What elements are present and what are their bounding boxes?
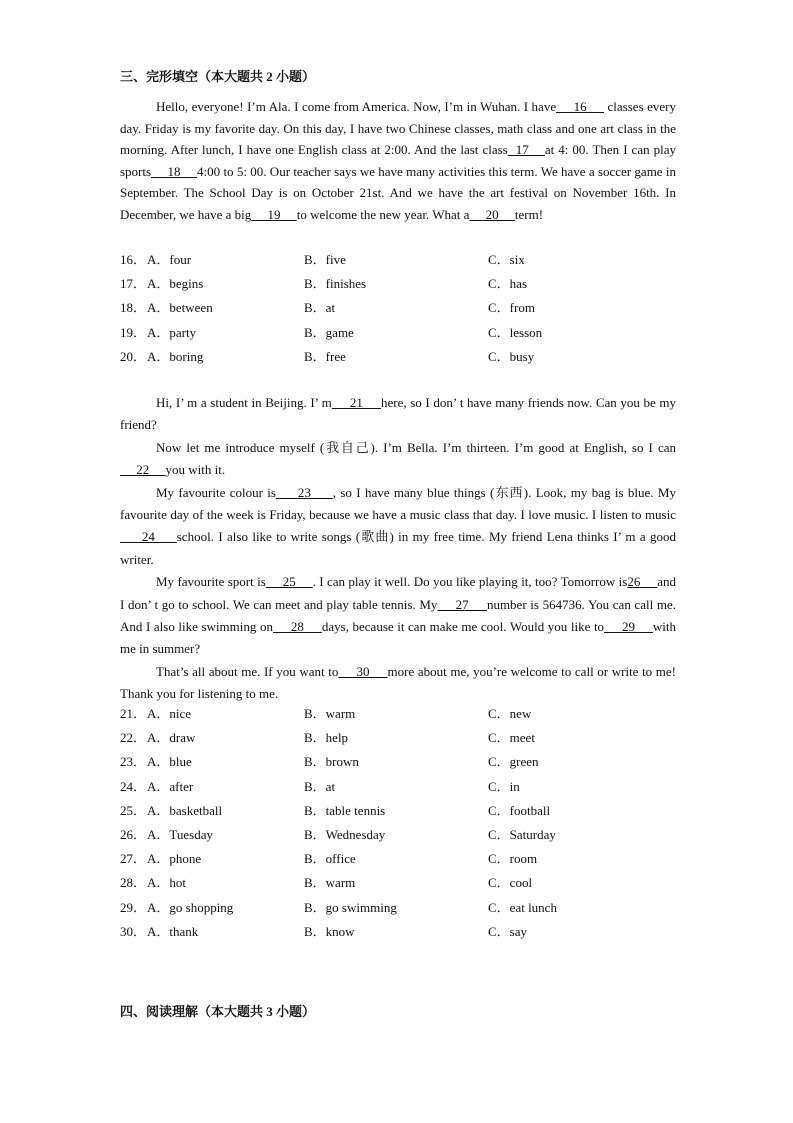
passage-text: term! (514, 206, 544, 222)
option-c: C．say (488, 923, 528, 939)
question-number: 27． (120, 851, 147, 867)
passage-text: school. I also like to write songs (歌曲) in my free time. My friend Lena thinks I’ m a good writer. (120, 529, 676, 567)
option-c: C．cool (488, 875, 533, 891)
blank-29: 29 (604, 619, 653, 635)
option-b: B．help (304, 730, 349, 746)
option-a: A．boring (147, 348, 204, 364)
blank-20: 20 (469, 206, 515, 222)
option-b: B．free (304, 348, 346, 364)
option-a: A．basketball (147, 802, 223, 818)
passage-text: Now let me introduce myself (我自己). I’m Bella. I’m thirteen. I’m good at English, so I can (156, 439, 676, 455)
option-b: B．five (304, 252, 346, 267)
blank-18: 18 (151, 163, 198, 179)
option-row-17 (120, 273, 680, 297)
option-b: B．game (304, 324, 354, 340)
passage-text: more about me, you’re welcome to call or write to me! Thank you for listening to me. (120, 663, 677, 702)
passage-text: My favourite colour is (156, 484, 276, 500)
blank-22: 22 (120, 462, 166, 478)
option-row-16 (120, 249, 680, 273)
option-b: B．warm (304, 706, 356, 721)
option-row-22 (120, 727, 680, 751)
question-number: 23． (120, 754, 147, 770)
blank-23: 23 (275, 484, 333, 500)
passage-text: , so I have many blue things (东西). Look, my bag is blue. My favourite day of the week is Friday, because we have a music class that day. I love music. I listen to music (120, 484, 676, 523)
passage-paragraph (120, 482, 676, 572)
passage-paragraph (120, 392, 676, 437)
options-list-1 (120, 249, 680, 370)
option-b: B．warm (304, 875, 356, 891)
passage-text: with me in summer? (120, 619, 677, 657)
question-number: 24． (120, 778, 147, 794)
option-c: C．busy (488, 348, 535, 364)
option-b: B．at (304, 778, 336, 794)
options-list-2 (120, 703, 680, 945)
option-a: A．draw (147, 730, 196, 746)
option-b: B．finishes (304, 276, 367, 292)
passage-text: here, so I don’ t have many friends now. Can you be my friend? (120, 395, 677, 433)
passage-paragraph (120, 571, 676, 661)
blank-27: 27 (437, 596, 487, 612)
option-a: A．after (147, 778, 194, 794)
passage-text: number is 564736. You can call me. And I also like swimming on (120, 596, 677, 635)
option-c: C．from (488, 300, 535, 316)
option-c: C．six (488, 252, 525, 267)
option-c: C．lesson (488, 324, 543, 340)
question-number: 16． (120, 252, 147, 267)
question-number: 17． (120, 276, 147, 292)
option-row-24 (120, 776, 680, 800)
blank-25: 25 (265, 574, 313, 590)
option-a: A．hot (147, 875, 187, 891)
option-a: A．nice (147, 706, 192, 721)
passage-text: at 4: 00. Then I can play sports (120, 142, 676, 179)
cloze-passage-1 (120, 96, 676, 226)
passage-paragraph (120, 437, 676, 482)
passage-paragraph (120, 661, 676, 706)
cloze-passage-2 (120, 392, 676, 706)
passage-text: days, because it can make me cool. Would you like to (321, 619, 605, 635)
blank-28: 28 (272, 619, 322, 635)
option-row-28 (120, 872, 680, 896)
blank-21: 21 (331, 395, 381, 410)
question-number: 28． (120, 875, 147, 891)
option-row-26 (120, 824, 680, 848)
question-number: 25． (120, 802, 147, 818)
option-b: B．brown (304, 754, 359, 770)
option-row-19 (120, 322, 680, 346)
option-c: C．Saturday (488, 826, 556, 842)
option-a: A．blue (147, 754, 192, 770)
option-a: A．phone (147, 851, 202, 867)
passage-text: to welcome the new year. What a (296, 206, 470, 222)
option-row-30 (120, 921, 680, 945)
passage-text: . I can play it well. Do you like playing it, too? Tomorrow is (312, 574, 628, 590)
option-a: A．go shopping (147, 899, 234, 915)
passage-text: Hello, everyone! I’m Ala. I come from America. Now, I’m in Wuhan. I have (156, 99, 557, 114)
section-title-reading: 四、阅读理解（本大题共 3 小题） (120, 1004, 316, 1019)
option-c: C．football (488, 802, 551, 818)
blank-30: 30 (338, 663, 388, 679)
option-c: C．green (488, 754, 539, 770)
passage-text: My favourite sport is (156, 574, 266, 590)
option-a: A．party (147, 324, 197, 340)
option-b: B．Wednesday (304, 826, 386, 842)
passage-text: you with it. (165, 462, 226, 478)
option-row-29 (120, 897, 680, 921)
option-row-21 (120, 703, 680, 727)
passage-text: That’s all about me. If you want to (156, 663, 339, 679)
option-b: B．at (304, 300, 336, 316)
option-b: B．go swimming (304, 899, 397, 915)
question-number: 21． (120, 706, 147, 721)
option-b: B．office (304, 851, 356, 867)
option-b: B．know (304, 923, 355, 939)
blank-24: 24 (120, 529, 177, 545)
option-a: A．between (147, 300, 213, 316)
blank-19: 19 (251, 206, 297, 222)
option-row-18 (120, 297, 680, 321)
question-number: 18． (120, 300, 147, 316)
option-c: C．has (488, 276, 528, 292)
passage-text: classes every day. Friday is my favorite day. On this day, I have two Chinese classes, math class and one art class in the morning. After lunch, I have one English class at 2:00. And the last class (120, 99, 677, 158)
option-c: C．in (488, 778, 520, 794)
option-c: C．new (488, 706, 532, 721)
question-number: 19． (120, 324, 147, 340)
option-a: A．four (147, 252, 192, 267)
option-a: A．Tuesday (147, 826, 213, 842)
option-c: C．room (488, 851, 538, 867)
option-row-27 (120, 848, 680, 872)
option-c: C．meet (488, 730, 535, 746)
option-b: B．table tennis (304, 802, 386, 818)
passage-text: and I don’ t go to school. We can meet and play table tennis. My (120, 574, 677, 612)
question-number: 20． (120, 348, 147, 364)
option-row-23 (120, 751, 680, 775)
question-number: 30． (120, 923, 147, 939)
question-number: 26． (120, 826, 147, 842)
option-a: A．thank (147, 923, 199, 939)
passage-text: 4:00 to 5: 00. Our teacher says we have many activities this term. We have a soccer game in September. The School Day is on October 21st. And we have the art festival on November 16th. In December, we have a big (120, 163, 676, 222)
blank-17: 17 (507, 142, 545, 158)
option-a: A．begins (147, 276, 204, 292)
passage-text: Hi, I’ m a student in Beijing. I’ m (156, 395, 332, 410)
question-number: 29． (120, 899, 147, 915)
question-number: 22． (120, 730, 147, 746)
option-c: C．eat lunch (488, 899, 557, 915)
section-title-cloze: 三、完形填空（本大题共 2 小题） (120, 69, 316, 84)
blank-26: 26 (627, 574, 658, 590)
option-row-25 (120, 800, 680, 824)
blank-16: 16 (556, 99, 605, 114)
option-row-20 (120, 346, 680, 370)
